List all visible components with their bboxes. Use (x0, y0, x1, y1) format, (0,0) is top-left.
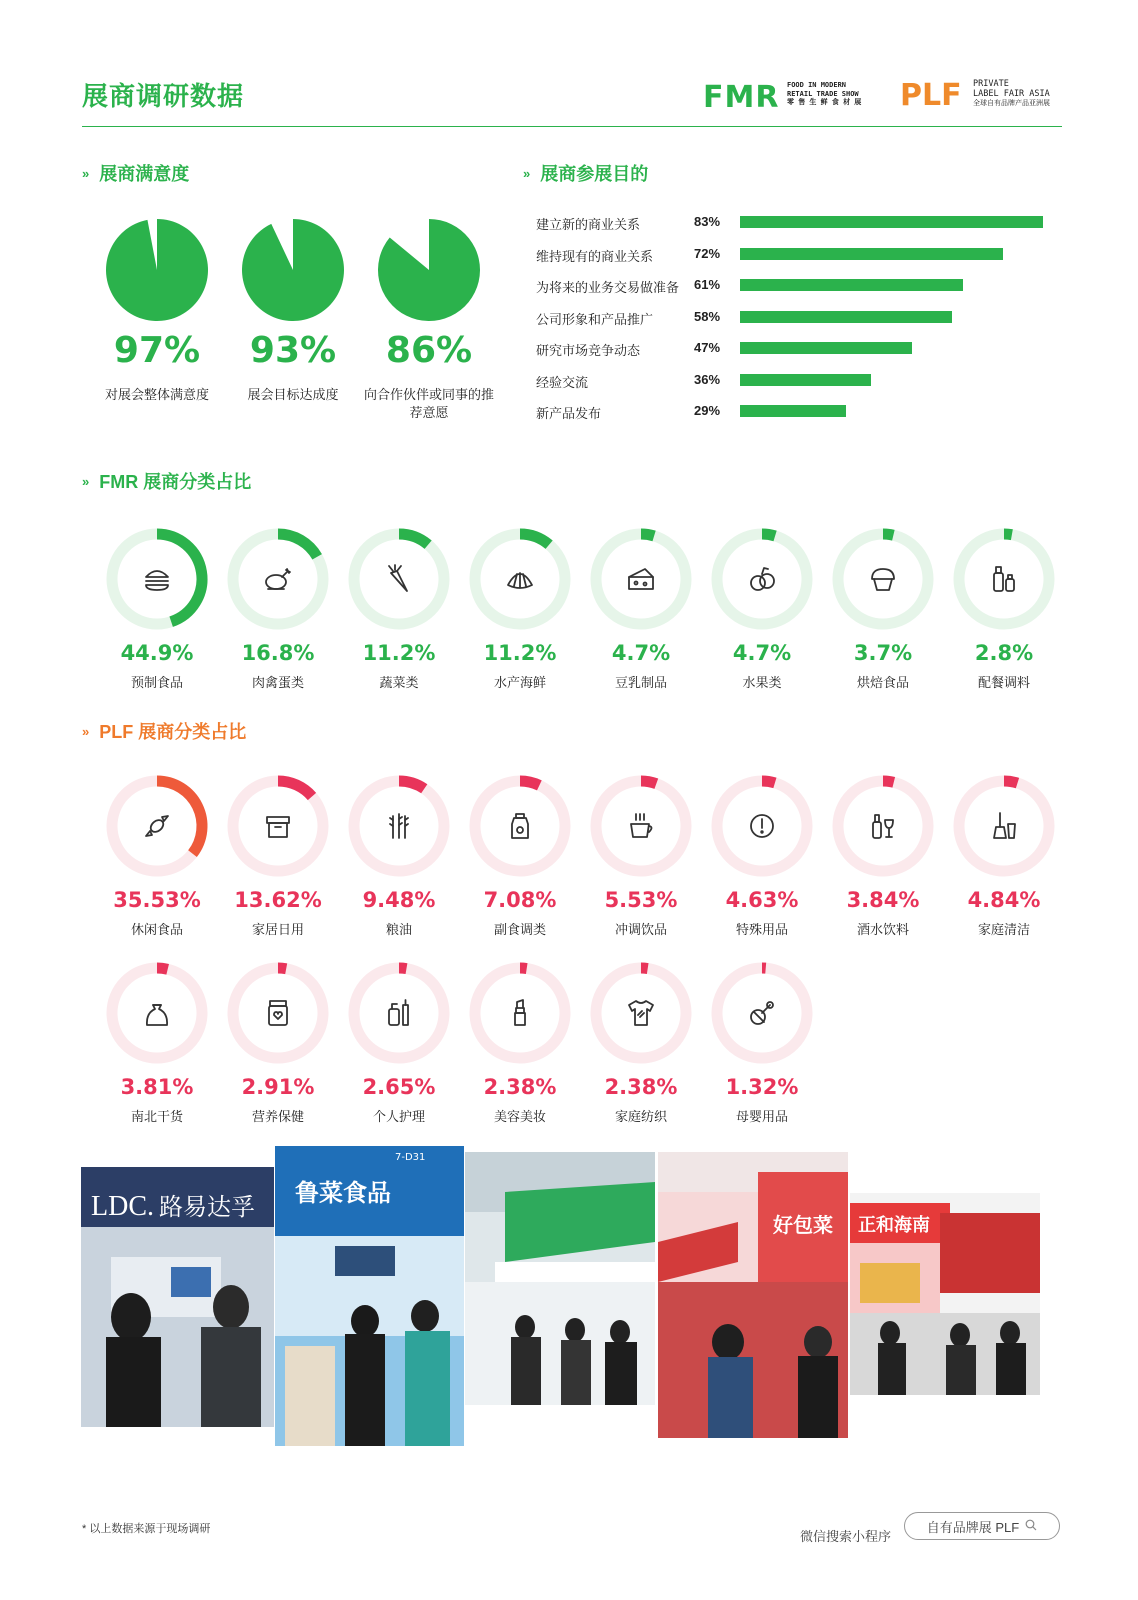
booth-sign-ldc: LDC. (91, 1191, 154, 1222)
category-percent: 13.62% (234, 888, 322, 912)
category-ring (831, 527, 935, 631)
category-ring (105, 961, 209, 1065)
purpose-bar-percent: 61% (694, 277, 721, 292)
category-percent: 4.63% (725, 888, 799, 912)
booth-photo-3 (465, 1152, 655, 1405)
search-icon (1025, 1519, 1037, 1534)
category-ring (468, 961, 572, 1065)
storage-box-icon (262, 810, 294, 842)
wechat-hint: 微信搜索小程序 (800, 1529, 892, 1544)
ring-arc (278, 968, 286, 969)
pie-slice (106, 219, 208, 321)
category-ring (226, 961, 330, 1065)
ring-arc (157, 968, 168, 969)
chevron-icon: » (82, 473, 90, 489)
candy-icon (141, 810, 173, 842)
category-label: 豆乳制品 (614, 675, 667, 690)
jug-icon (504, 810, 536, 842)
purpose-bar-percent: 83% (694, 214, 721, 229)
plf-logo-subtitle: PRIVATE LABEL FAIR ASIA 全球自有品牌产品亚洲展 (973, 79, 1050, 107)
purpose-section-title: » 展商参展目的 (523, 164, 649, 184)
purpose-bar-label: 建立新的商业关系 (536, 217, 641, 232)
ring-arc (520, 534, 549, 545)
header-divider (82, 126, 1062, 127)
fruit-icon (746, 563, 778, 595)
category-label: 配餐调料 (977, 675, 1030, 690)
category-percent: 11.2% (362, 641, 436, 665)
satisfaction-pie (105, 218, 209, 322)
shell-icon (504, 563, 536, 595)
purpose-bar-percent: 29% (694, 403, 721, 418)
ring-arc (641, 781, 656, 784)
category-percent: 44.9% (120, 641, 194, 665)
category-ring (952, 774, 1056, 878)
purpose-bar (740, 248, 1003, 260)
category-label: 冲调饮品 (614, 922, 667, 937)
miniprogram-search-box[interactable] (904, 1512, 1060, 1540)
category-ring (710, 961, 814, 1065)
category-label: 肉禽蛋类 (251, 675, 304, 690)
muffin-icon (867, 563, 899, 595)
category-ring (952, 527, 1056, 631)
ring-arc (1004, 534, 1012, 535)
ring-arc (278, 534, 317, 557)
category-ring (226, 774, 330, 878)
category-label: 水果类 (742, 675, 782, 690)
cheese-icon (625, 563, 657, 595)
booth-photo-2 (275, 1146, 464, 1446)
fmr-logo: FMR (703, 80, 780, 115)
category-percent: 3.81% (120, 1075, 194, 1099)
wheat-icon (383, 810, 415, 842)
toiletries-icon (383, 997, 415, 1029)
ring-arc (399, 534, 428, 545)
category-percent: 11.2% (483, 641, 557, 665)
footnote: * 以上数据来源于现场调研 (82, 1523, 211, 1535)
tshirt-icon (625, 997, 657, 1029)
purpose-bar (740, 342, 912, 354)
category-percent: 16.8% (241, 641, 315, 665)
purpose-bar (740, 216, 1043, 228)
booth-sign-text: 好包菜 (773, 1213, 833, 1237)
satisfaction-pie (377, 218, 481, 322)
category-label: 粮油 (385, 922, 412, 937)
chevron-icon: » (82, 723, 90, 739)
category-ring (589, 527, 693, 631)
category-ring (105, 774, 209, 878)
ring-arc (399, 968, 406, 969)
category-label: 美容美妆 (493, 1109, 546, 1124)
category-ring (710, 774, 814, 878)
fmr-section-title: » FMR 展商分类占比 (82, 472, 252, 492)
category-percent: 3.84% (846, 888, 920, 912)
booth-sign-text: 正和海南 (858, 1215, 930, 1236)
category-ring (226, 527, 330, 631)
category-label: 酒水饮料 (856, 922, 909, 937)
category-percent: 4.84% (967, 888, 1041, 912)
satisfaction-label: 对展会整体满意度 (104, 387, 209, 402)
category-label: 水产海鲜 (493, 675, 546, 690)
category-label: 烘焙食品 (856, 675, 909, 690)
ring-arc (278, 781, 312, 796)
fmr-logo-subtitle: FOOD IN MODERN RETAIL TRADE SHOW 零 售 生 鲜 食 材 展 (787, 81, 862, 106)
category-percent: 2.91% (241, 1075, 315, 1099)
category-ring (589, 961, 693, 1065)
category-percent: 35.53% (113, 888, 201, 912)
carrot-icon (383, 563, 415, 595)
category-label: 母婴用品 (735, 1109, 788, 1124)
booth-photo-1 (81, 1167, 274, 1427)
category-percent: 7.08% (483, 888, 557, 912)
booth-sign-text: 鲁菜食品 (295, 1179, 391, 1207)
search-box-text: 自有品牌展 PLF (926, 1519, 1020, 1535)
pie-slice (378, 219, 480, 321)
category-ring (589, 774, 693, 878)
booth-photo-4 (658, 1152, 848, 1438)
purpose-bar (740, 374, 871, 386)
purpose-bar-percent: 72% (694, 245, 721, 261)
category-percent: 4.7% (611, 641, 671, 665)
category-percent: 4.7% (732, 641, 792, 665)
ring-arc (1004, 781, 1017, 783)
chevron-icon: » (523, 165, 531, 181)
lipstick-icon (504, 997, 536, 1029)
category-label: 家庭纺织 (614, 1109, 667, 1124)
pie-slice (242, 219, 344, 321)
category-ring (468, 774, 572, 878)
category-percent: 2.38% (604, 1075, 678, 1099)
booth-sign-text: 路易达孚 (159, 1193, 255, 1221)
satisfaction-section-title: » 展商满意度 (82, 164, 190, 184)
booth-photo-5 (850, 1193, 1040, 1395)
purpose-bar-percent: 36% (694, 371, 721, 387)
category-percent: 2.65% (362, 1075, 436, 1099)
category-percent: 2.8% (974, 641, 1034, 665)
category-label: 家居日用 (251, 922, 304, 937)
chevron-icon: » (82, 165, 90, 181)
satisfaction-percent: 86% (385, 330, 473, 371)
purpose-bar (740, 405, 846, 417)
category-label: 蔬菜类 (379, 675, 419, 690)
category-percent: 3.7% (853, 641, 913, 665)
satisfaction-label: 展会目标达成度 (247, 387, 339, 402)
ring-arc (520, 781, 539, 785)
ring-arc (883, 781, 894, 782)
category-ring (831, 774, 935, 878)
category-ring (347, 527, 451, 631)
plf-section-title: » PLF 展商分类占比 (82, 722, 247, 742)
broom-icon (988, 810, 1020, 842)
purpose-bar (740, 279, 963, 291)
purpose-bar-percent: 58% (694, 308, 721, 324)
category-percent: 2.38% (483, 1075, 557, 1099)
ring-arc (399, 781, 424, 789)
purpose-bar-percent: 47% (694, 340, 721, 355)
purpose-bar-label: 研究市场竞争动态 (536, 343, 641, 358)
category-label: 休闲食品 (130, 922, 183, 937)
category-label: 预制食品 (130, 675, 183, 690)
category-label: 营养保健 (251, 1109, 304, 1124)
category-ring (347, 774, 451, 878)
booth-number: 7-D31 (395, 1152, 426, 1163)
roast-chicken-icon (262, 563, 294, 595)
category-percent: 9.48% (362, 888, 436, 912)
category-label: 特殊用品 (735, 922, 788, 937)
wine-icon (867, 810, 899, 842)
category-ring (347, 961, 451, 1065)
category-label: 个人护理 (372, 1109, 425, 1124)
purpose-bar-label: 为将来的业务交易做准备 (536, 280, 680, 295)
category-percent: 5.53% (604, 888, 678, 912)
page-title: 展商调研数据 (82, 81, 245, 111)
plf-logo: PLF (900, 78, 962, 113)
condiment-bottles-icon (988, 563, 1020, 595)
category-label: 南北干货 (130, 1109, 183, 1124)
purpose-bar-label: 公司形象和产品推广 (536, 311, 654, 327)
satisfaction-label: 向合作伙伴或同事的推荐意愿 (363, 387, 494, 420)
category-ring (468, 527, 572, 631)
satisfaction-percent: 97% (113, 330, 201, 371)
supplement-jar-icon (262, 997, 294, 1029)
hot-cup-icon (625, 810, 657, 842)
sack-icon (141, 997, 173, 1029)
ring-arc (641, 968, 648, 969)
purpose-bar (740, 311, 952, 323)
pacifier-icon (746, 997, 778, 1029)
ring-arc (762, 534, 775, 536)
purpose-bar-label: 经验交流 (536, 374, 589, 390)
purpose-bar-label: 维持现有的商业关系 (536, 248, 654, 264)
alert-icon (746, 810, 778, 842)
satisfaction-pie (241, 218, 345, 322)
burger-icon (141, 563, 173, 595)
category-ring (710, 527, 814, 631)
category-label: 家庭清洁 (977, 922, 1030, 937)
category-label: 副食调类 (493, 922, 546, 937)
ring-arc (641, 534, 654, 536)
satisfaction-percent: 93% (249, 330, 337, 371)
ring-arc (520, 968, 527, 969)
category-percent: 1.32% (725, 1075, 799, 1099)
purpose-bar-label: 新产品发布 (536, 406, 602, 421)
ring-arc (762, 781, 775, 783)
category-ring (105, 527, 209, 631)
ring-arc (883, 534, 893, 535)
